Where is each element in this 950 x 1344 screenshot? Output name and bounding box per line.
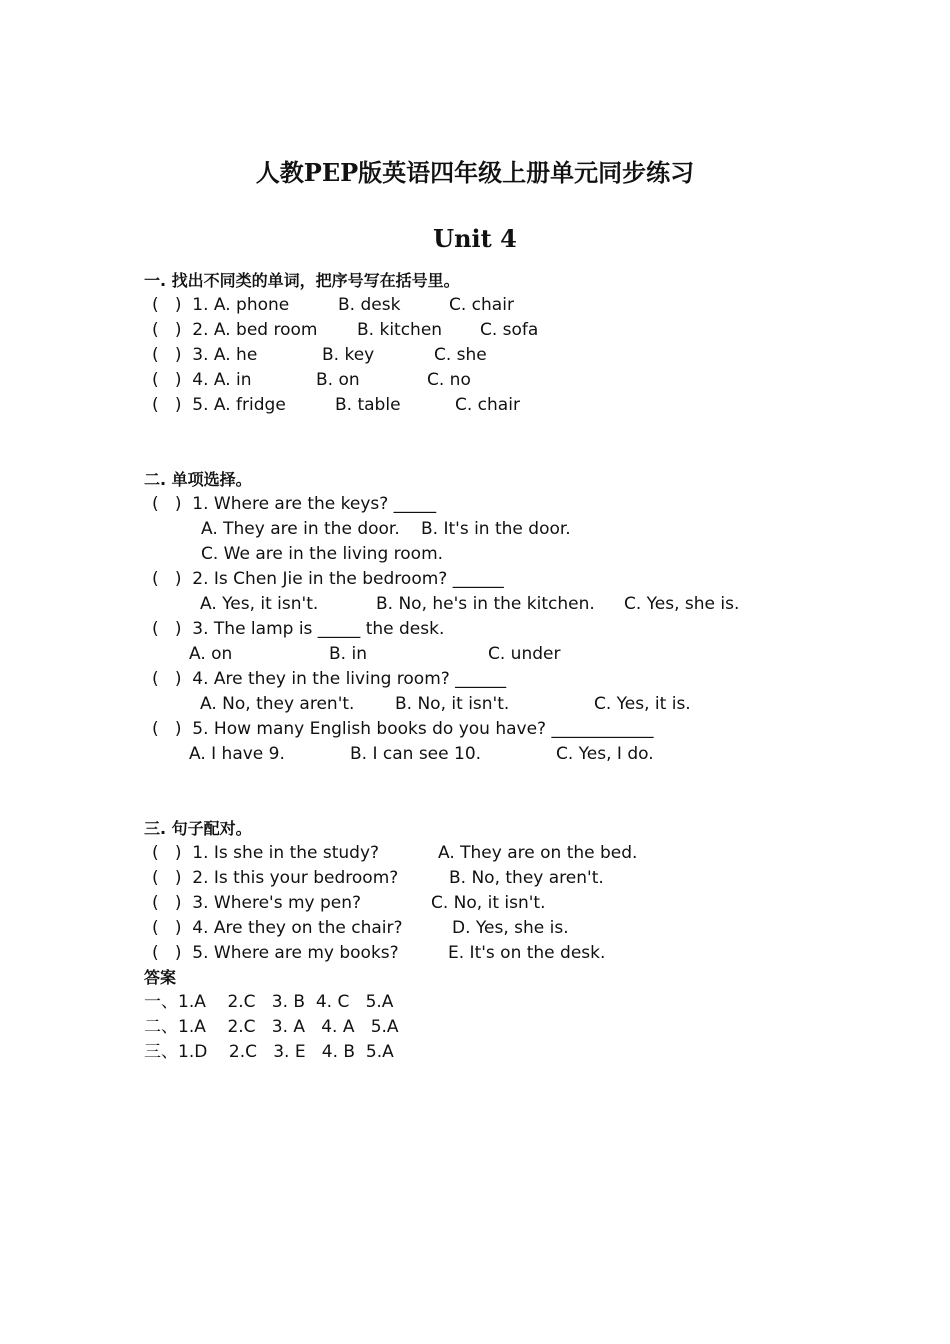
s2-q1-option-b: B. It's in the door. xyxy=(421,519,571,539)
s2-question-3: ( ) 3. The lamp is _____ the desk. xyxy=(152,619,445,639)
s1-item-1-option-c: C. chair xyxy=(449,295,514,315)
s2-q4-option-a: A. No, they aren't. xyxy=(200,694,355,714)
s2-q5-option-a: A. I have 9. xyxy=(189,744,285,764)
s1-item-1-question: ( ) 1. A. phone xyxy=(152,295,290,315)
s3-item-2-answer: B. No, they aren't. xyxy=(449,868,604,888)
s3-item-4-answer: D. Yes, she is. xyxy=(452,918,569,938)
s2-question-1: ( ) 1. Where are the keys? _____ xyxy=(152,494,437,514)
s1-item-4-option-b: B. on xyxy=(316,370,360,390)
unit-title: Unit 4 xyxy=(433,224,517,253)
answers-line-1: 一、1.A 2.C 3. B 4. C 5.A xyxy=(144,992,394,1012)
s2-q4-option-b: B. No, it isn't. xyxy=(395,694,510,714)
s3-item-3-answer: C. No, it isn't. xyxy=(431,893,546,913)
s1-item-1-option-b: B. desk xyxy=(338,295,401,315)
answers-line-2: 二、1.A 2.C 3. A 4. A 5.A xyxy=(144,1017,399,1037)
s1-item-3-option-c: C. she xyxy=(434,345,487,365)
s3-item-4-question: ( ) 4. Are they on the chair? xyxy=(152,918,403,938)
s3-item-1-answer: A. They are on the bed. xyxy=(438,843,638,863)
answers-line-3: 三、1.D 2.C 3. E 4. B 5.A xyxy=(144,1042,394,1062)
s3-item-5-question: ( ) 5. Where are my books? xyxy=(152,943,399,963)
s1-item-5-option-c: C. chair xyxy=(455,395,520,415)
s2-question-2: ( ) 2. Is Chen Jie in the bedroom? ______ xyxy=(152,569,504,589)
s2-question-5: ( ) 5. How many English books do you have? ____________ xyxy=(152,719,654,739)
s1-item-4-question: ( ) 4. A. in xyxy=(152,370,252,390)
s3-item-1-question: ( ) 1. Is she in the study? xyxy=(152,843,380,863)
s3-item-2-question: ( ) 2. Is this your bedroom? xyxy=(152,868,399,888)
worksheet-title: 人教PEP版英语四年级上册单元同步练习 xyxy=(255,158,695,187)
section3-heading: 三. 句子配对。 xyxy=(144,819,252,838)
s1-item-4-option-c: C. no xyxy=(427,370,471,390)
s2-q3-option-b: B. in xyxy=(329,644,367,664)
s2-q1-option-a: A. They are in the door. xyxy=(201,519,400,539)
section1-heading: 一. 找出不同类的单词，把序号写在括号里。 xyxy=(144,271,460,290)
s1-item-2-option-c: C. sofa xyxy=(480,320,539,340)
s1-item-5-question: ( ) 5. A. fridge xyxy=(152,395,286,415)
s1-item-2-option-b: B. kitchen xyxy=(357,320,443,340)
s2-q2-option-b: B. No, he's in the kitchen. xyxy=(376,594,595,614)
s2-q5-option-b: B. I can see 10. xyxy=(350,744,482,764)
answers-heading: 答案 xyxy=(144,968,177,987)
s3-item-3-question: ( ) 3. Where's my pen? xyxy=(152,893,362,913)
s2-q4-option-c: C. Yes, it is. xyxy=(594,694,691,714)
s2-q2-option-a: A. Yes, it isn't. xyxy=(200,594,319,614)
s2-q3-option-c: C. under xyxy=(488,644,561,664)
s1-item-5-option-b: B. table xyxy=(335,395,401,415)
s2-question-4: ( ) 4. Are they in the living room? ______ xyxy=(152,669,507,689)
s2-q5-option-c: C. Yes, I do. xyxy=(556,744,654,764)
s1-item-2-question: ( ) 2. A. bed room xyxy=(152,320,318,340)
s1-item-3-question: ( ) 3. A. he xyxy=(152,345,258,365)
s2-q3-option-a: A. on xyxy=(189,644,233,664)
s1-item-3-option-b: B. key xyxy=(322,345,375,365)
s3-item-5-answer: E. It's on the desk. xyxy=(448,943,606,963)
s2-q2-option-c: C. Yes, she is. xyxy=(624,594,740,614)
section2-heading: 二. 单项选择。 xyxy=(144,470,252,489)
s2-q1-option-c: C. We are in the living room. xyxy=(201,544,444,564)
